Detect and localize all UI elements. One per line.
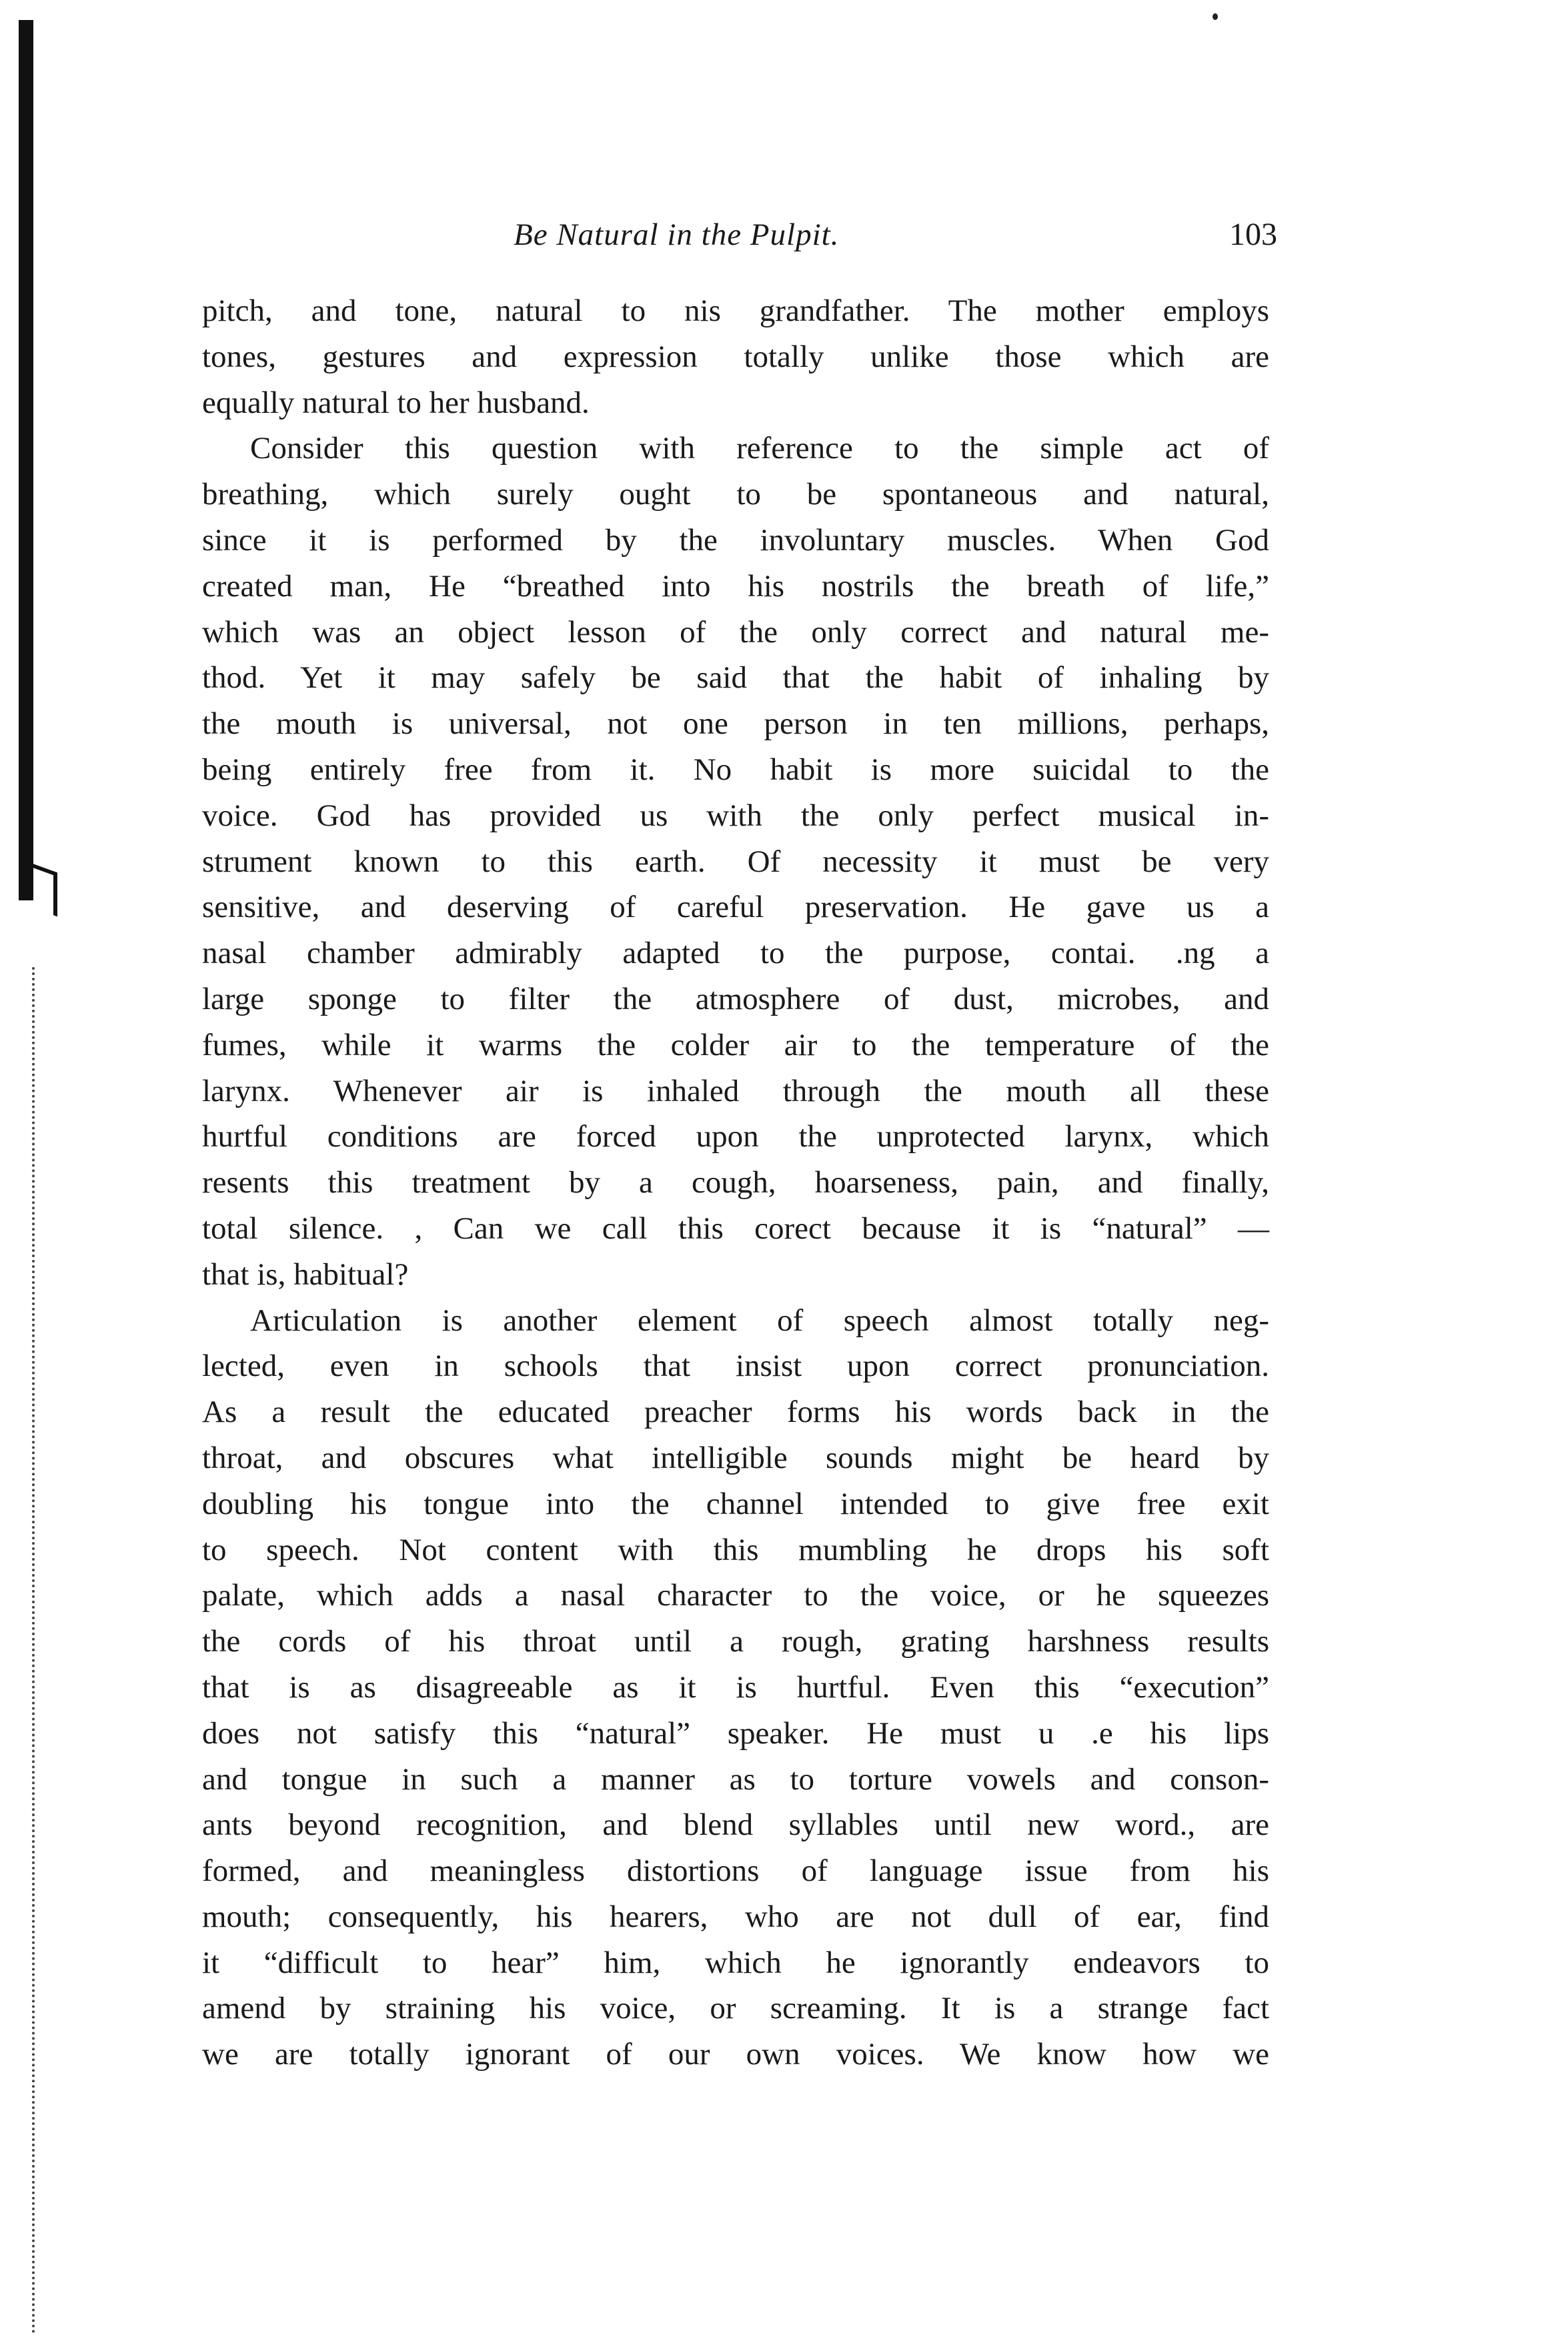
text-line: that is, habitual? <box>202 1257 409 1292</box>
text-line: being entirely free from it. No habit is more suicidal to the <box>202 752 1269 787</box>
text-line: resents this treatment by a cough, hoarseness, pain, and finally, <box>202 1165 1269 1201</box>
text-line: we are totally ignorant of our own voices. We know how we <box>202 2037 1269 2072</box>
text-line: throat, and obscures what intelligible sounds might be heard by <box>202 1440 1269 1475</box>
book-spine-edge <box>19 20 33 900</box>
text-line: voice. God has provided us with the only perfect musical in- <box>202 798 1269 833</box>
body-text <box>202 288 1269 2078</box>
text-line: amend by straining his voice, or screaming. It is a strange fact <box>202 1991 1269 2026</box>
text-line: the cords of his throat until a rough, grating harshness results <box>202 1624 1269 1659</box>
text-line: larynx. Whenever air is inhaled through the mouth all these <box>202 1073 1269 1108</box>
spine-tear <box>27 862 57 917</box>
text-line: does not satisfy this “natural” speaker. He must u .e his lips <box>202 1715 1269 1751</box>
text-line: and tongue in such a manner as to torture vowels and conson- <box>202 1761 1269 1797</box>
text-line: formed, and meaningless distortions of language issue from his <box>202 1853 1269 1889</box>
page-header <box>200 213 1307 260</box>
text-line: sensitive, and deserving of careful preservation. He gave us a <box>202 890 1269 925</box>
text-line: thod. Yet it may safely be said that the habit of inhaling by <box>202 660 1269 696</box>
text-line: strument known to this earth. Of necessity it must be very <box>202 844 1269 879</box>
text-line: tones, gestures and expression totally unlike those which are <box>202 339 1269 374</box>
text-line: large sponge to filter the atmosphere of dust, microbes, and <box>202 981 1269 1016</box>
running-title: Be Natural in the Pulpit. <box>514 217 840 252</box>
text-line: total silence. , Can we call this corect because it is “natural” — <box>202 1211 1269 1246</box>
text-line: hurtful conditions are forced upon the unprotected larynx, which <box>202 1119 1269 1154</box>
text-line: lected, even in schools that insist upon correct pronunciation. <box>202 1349 1269 1384</box>
text-line: the mouth is universal, not one person in ten millions, perhaps, <box>202 706 1269 742</box>
text-line: doubling his tongue into the channel intended to give free exit <box>202 1486 1269 1521</box>
text-line: Articulation is another element of speech almost totally neg- <box>250 1303 1269 1338</box>
text-line: palate, which adds a nasal character to the voice, or he squeezes <box>202 1578 1269 1613</box>
text-line: nasal chamber admirably adapted to the purpose, contai. .ng a <box>202 936 1269 971</box>
text-line: equally natural to her husband. <box>202 385 590 420</box>
page-number: 103 <box>1229 217 1277 252</box>
ink-speck <box>1213 13 1218 20</box>
text-line: which was an object lesson of the only correct and natural me- <box>202 614 1269 650</box>
text-line: created man, He “breathed into his nostrils the breath of life,” <box>202 568 1269 604</box>
text-line: Consider this question with reference to the simple act of <box>250 431 1269 466</box>
text-line: breathing, which surely ought to be spontaneous and natural, <box>202 477 1269 512</box>
text-line: fumes, while it warms the colder air to the temperature of the <box>202 1027 1269 1062</box>
text-line: that is as disagreeable as it is hurtful. Even this “execution” <box>202 1669 1269 1705</box>
text-line: to speech. Not content with this mumbling he drops his soft <box>202 1532 1269 1567</box>
text-line: since it is performed by the involuntary muscles. When God <box>202 522 1269 558</box>
text-line: pitch, and tone, natural to nis grandfather. The mother employs <box>202 293 1269 328</box>
binding-dots <box>32 967 35 2334</box>
text-line: it “difficult to hear” him, which he ignorantly endeavors to <box>202 1945 1269 1980</box>
text-line: ants beyond recognition, and blend syllables until new word., are <box>202 1807 1269 1843</box>
text-line: As a result the educated preacher forms his words back in the <box>202 1395 1269 1430</box>
text-line: mouth; consequently, his hearers, who are not dull of ear, find <box>202 1899 1269 1934</box>
